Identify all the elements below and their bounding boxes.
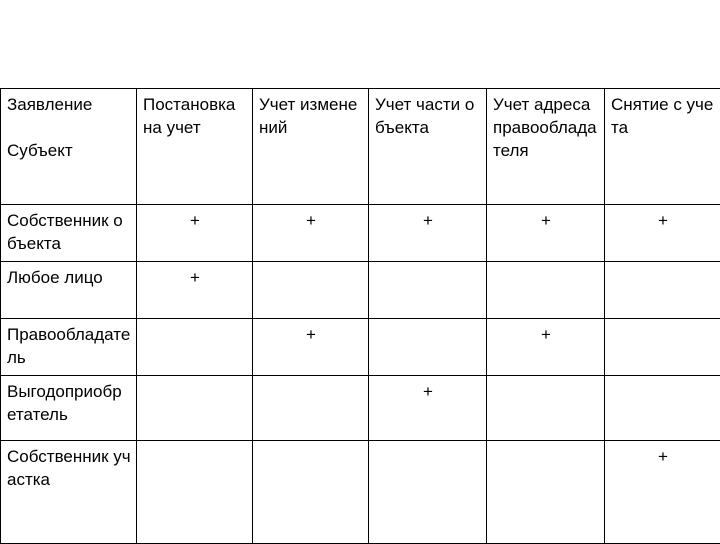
table-cell bbox=[369, 262, 487, 319]
corner-label-subject: Субъект bbox=[7, 139, 131, 162]
table-cell: + bbox=[369, 376, 487, 441]
table-row bbox=[1, 376, 720, 441]
column-header-owner-address: Учет адреса правообладателя bbox=[487, 89, 605, 205]
column-header-deregistration: Снятие с учета bbox=[605, 89, 720, 205]
row-subject: Собственник участка bbox=[1, 441, 137, 544]
table-cell bbox=[487, 376, 605, 441]
table-cell bbox=[137, 376, 253, 441]
row-subject: Правообладатель bbox=[1, 319, 137, 376]
table-cell: + bbox=[137, 205, 253, 262]
corner-label-statement: Заявление bbox=[7, 93, 131, 116]
row-subject: Собственник объекта bbox=[1, 205, 137, 262]
table-cell bbox=[253, 441, 369, 544]
table-cell bbox=[369, 441, 487, 544]
table-row bbox=[1, 319, 720, 376]
table-cell: + bbox=[605, 441, 720, 544]
table-cell: + bbox=[253, 319, 369, 376]
table-cell bbox=[605, 262, 720, 319]
table-row bbox=[1, 262, 720, 319]
column-header-changes: Учет изменений bbox=[253, 89, 369, 205]
table-cell: + bbox=[253, 205, 369, 262]
registration-table bbox=[0, 88, 720, 544]
corner-cell bbox=[1, 89, 137, 205]
column-header-object-part: Учет части объекта bbox=[369, 89, 487, 205]
table-cell bbox=[137, 319, 253, 376]
table-cell bbox=[487, 441, 605, 544]
table-cell bbox=[487, 262, 605, 319]
row-subject: Выгодоприобретатель bbox=[1, 376, 137, 441]
table-cell bbox=[369, 319, 487, 376]
table-cell bbox=[605, 376, 720, 441]
table-cell: + bbox=[487, 319, 605, 376]
table-cell bbox=[253, 262, 369, 319]
table-cell: + bbox=[487, 205, 605, 262]
table-cell bbox=[253, 376, 369, 441]
table-cell: + bbox=[369, 205, 487, 262]
header-row bbox=[1, 89, 720, 205]
table-cell: + bbox=[605, 205, 720, 262]
table-cell: + bbox=[137, 262, 253, 319]
table-row bbox=[1, 205, 720, 262]
column-header-registration: Постановка на учет bbox=[137, 89, 253, 205]
table-cell bbox=[605, 319, 720, 376]
table-cell bbox=[137, 441, 253, 544]
corner-gap bbox=[7, 116, 131, 139]
row-subject: Любое лицо bbox=[1, 262, 137, 319]
table-row bbox=[1, 441, 720, 544]
